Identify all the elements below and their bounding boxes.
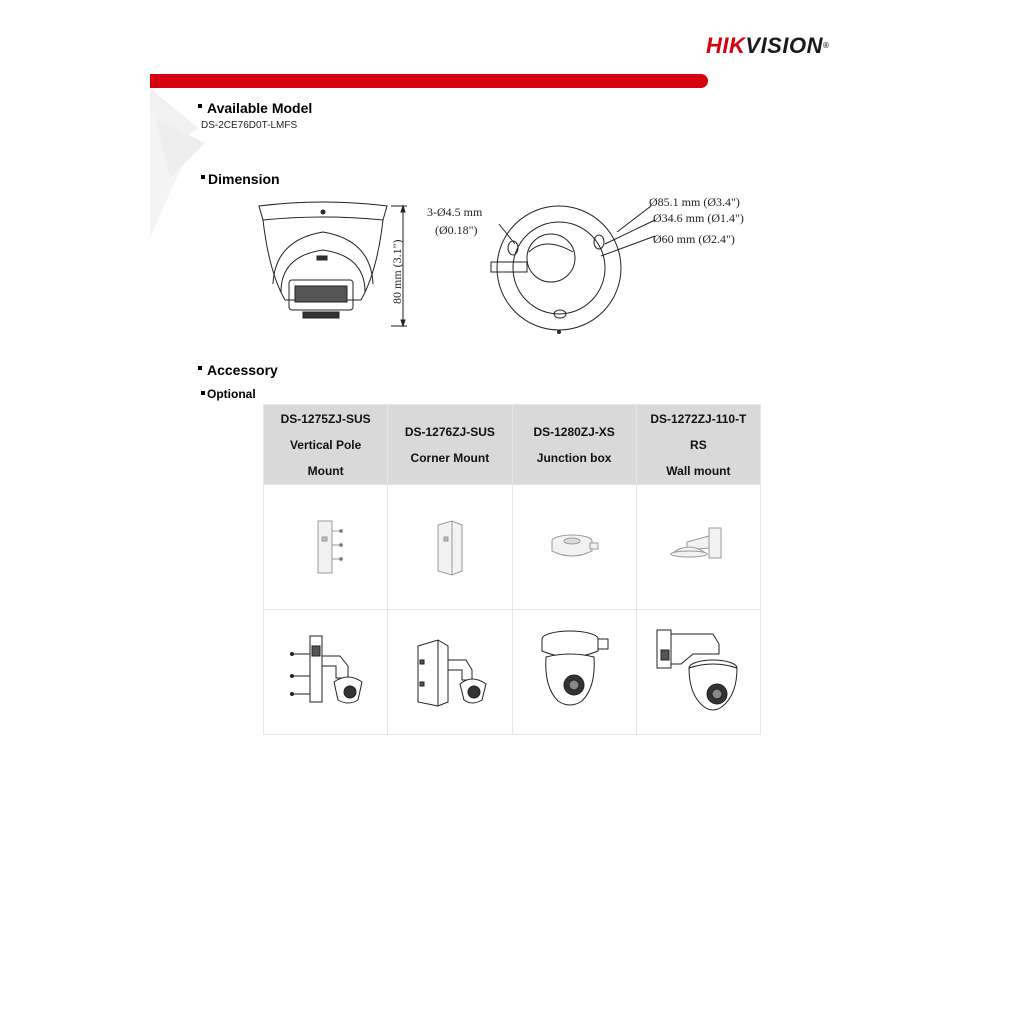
- table-row: [264, 485, 761, 610]
- table-header-row: [264, 405, 761, 485]
- holes-label-line2: (Ø0.18"): [435, 223, 478, 237]
- accessory-header: DS-1276ZJ-SUS Corner Mount: [388, 405, 512, 485]
- diameter-inner-label: Ø34.6 mm (Ø1.4"): [653, 211, 744, 225]
- table-row: [264, 610, 761, 735]
- dimension-drawing: [255, 192, 775, 344]
- diameter-outer-label: Ø85.1 mm (Ø3.4"): [649, 195, 740, 209]
- wall-mount-installed-image: [636, 610, 760, 735]
- header-red-bar: [150, 74, 708, 88]
- accessory-header: DS-1275ZJ-SUS Vertical Pole Mount: [264, 405, 388, 485]
- dimension-heading: Dimension: [201, 170, 280, 188]
- corner-mount-installed-image: [388, 610, 512, 735]
- junction-box-image: [512, 485, 636, 610]
- accessory-heading: Accessory: [198, 361, 278, 379]
- accessory-header: DS-1272ZJ-110-T RS Wall mount: [636, 405, 760, 485]
- wall-mount-image: [636, 485, 760, 610]
- optional-label: Optional: [201, 385, 256, 403]
- hikvision-logo: HIKVISION®: [706, 33, 830, 58]
- accessory-table: [263, 404, 761, 735]
- pole-mount-installed-image: [264, 610, 388, 735]
- holes-label-line1: 3-Ø4.5 mm: [427, 205, 483, 219]
- available-model-heading: Available Model: [198, 99, 312, 117]
- model-number: DS-2CE76D0T-LMFS: [201, 120, 298, 131]
- diameter-mid-label: Ø60 mm (Ø2.4"): [653, 232, 735, 246]
- junction-box-installed-image: [512, 610, 636, 735]
- corner-mount-image: [388, 485, 512, 610]
- height-label: 80 mm (3.1"): [390, 239, 404, 304]
- accessory-header: DS-1280ZJ-XS Junction box: [512, 405, 636, 485]
- pole-mount-image: [264, 485, 388, 610]
